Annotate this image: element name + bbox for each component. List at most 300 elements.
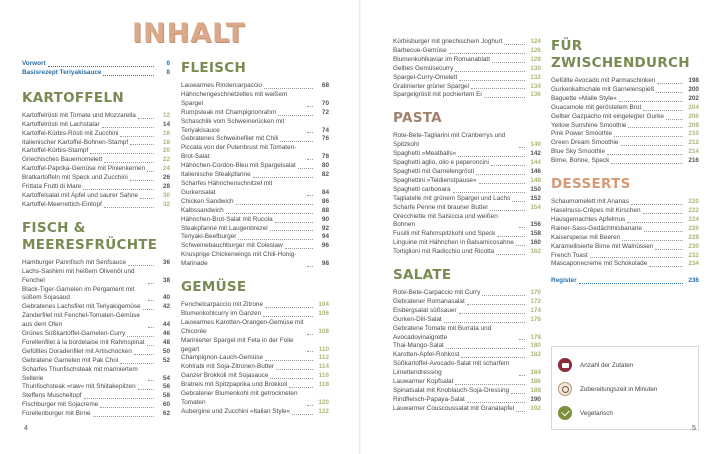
- toc-entry-title: Rote-Bete-Tagliarini mit Cranberrys und Spitzkohl: [393, 132, 506, 149]
- toc-entry-page: 162: [530, 248, 541, 256]
- toc-entry[interactable]: [181, 82, 329, 91]
- toc-entry-page: 74: [321, 126, 329, 134]
- toc-entry[interactable]: [551, 260, 699, 269]
- toc-entry[interactable]: [551, 216, 699, 225]
- toc-entry-title: Schaschlik vom Schweinerücken mit Teriyakisauce: [181, 117, 285, 134]
- dot-leader: [127, 336, 154, 337]
- dot-leader: [628, 127, 683, 128]
- dot-leader: [285, 248, 313, 249]
- toc-entry-title: Linguine mit Hähnchen in Balsamicosahne: [393, 239, 514, 247]
- dot-leader: [276, 369, 313, 370]
- toc-entry-title: Thai-Mango-Salat: [393, 342, 444, 350]
- toc-entry[interactable]: [181, 144, 329, 162]
- toc-entry[interactable]: [181, 381, 329, 390]
- toc-entry[interactable]: [22, 366, 170, 384]
- toc-entry[interactable]: [551, 86, 699, 95]
- pasta-list: [393, 132, 541, 257]
- dot-leader: [104, 162, 154, 163]
- toc-entry-page: 192: [530, 404, 541, 412]
- dot-leader: [516, 411, 525, 412]
- dot-leader: [307, 334, 313, 335]
- toc-entry[interactable]: [181, 198, 329, 207]
- toc-entry-page: 50: [162, 347, 170, 355]
- toc-entry-title: Frittata Frutti di Mare: [22, 183, 82, 191]
- dot-leader: [120, 363, 154, 364]
- toc-entry[interactable]: [22, 330, 170, 339]
- toc-entry[interactable]: [181, 162, 329, 171]
- toc-entry[interactable]: [22, 147, 170, 156]
- toc-entry[interactable]: [393, 150, 541, 159]
- dot-leader: [611, 163, 683, 164]
- toc-entry[interactable]: [551, 252, 699, 261]
- dot-leader: [484, 97, 525, 98]
- page-number-left: 4: [24, 425, 28, 432]
- toc-entry-page: 174: [530, 306, 541, 314]
- toc-entry-page: 24: [162, 165, 170, 173]
- toc-entry-page: 204: [688, 103, 699, 111]
- toc-entry[interactable]: [393, 132, 541, 150]
- toc-entry-page: 52: [162, 356, 170, 364]
- toc-entry-title: Lachs-Sashimi mit heißem Olivenöl und Fenchel: [22, 267, 135, 284]
- toc-entry[interactable]: [22, 69, 170, 78]
- legend-box: [551, 346, 699, 430]
- toc-entry-page: 118: [318, 381, 329, 389]
- toc-entry-page: 104: [318, 301, 329, 309]
- dot-leader: [102, 127, 154, 128]
- legend-row-time: [558, 377, 692, 401]
- page-number-right: 5: [692, 425, 696, 432]
- toc-entry-page: 30: [162, 191, 170, 199]
- toc-entry[interactable]: [393, 307, 541, 316]
- fleisch-list: [181, 82, 329, 269]
- toc-entry-title: Vorwort: [22, 60, 46, 67]
- clock-icon: [558, 382, 572, 396]
- toc-entry-title: Gebratene Tomate mit Burrata und Avocadovinaigrette: [393, 324, 492, 341]
- toc-entry-page: 200: [688, 85, 699, 93]
- toc-entry-title: Gebratene Garnelen mit Pak Choi: [22, 356, 119, 364]
- toc-entry-title: Black-Tiger-Garnelen im Pergament mit süßem Sojasaud: [22, 285, 135, 302]
- toc-entry[interactable]: [22, 174, 170, 183]
- toc-entry-page: 132: [530, 73, 541, 81]
- section-title-kartoffeln: KARTOFFELN: [22, 89, 124, 106]
- toc-entry-page: 48: [162, 338, 170, 346]
- section-title-fleisch: FLEISCH: [181, 60, 247, 76]
- toc-entry-page: 98: [321, 260, 329, 268]
- toc-entry[interactable]: [22, 165, 170, 174]
- toc-entry[interactable]: [393, 298, 541, 307]
- toc-entry-page: 62: [162, 410, 170, 418]
- toc-entry-page: 106: [318, 309, 329, 317]
- vegetarian-icon: [558, 406, 572, 420]
- toc-entry-title: Kohlrabi mit Soja-Zitronen-Butter: [181, 363, 275, 371]
- toc-entry[interactable]: [551, 243, 699, 252]
- toc-entry[interactable]: [393, 230, 541, 239]
- toc-entry-page: 78: [321, 153, 329, 161]
- toc-entry[interactable]: [551, 207, 699, 216]
- toc-entry-page: 140: [530, 141, 541, 149]
- toc-entry[interactable]: [393, 186, 541, 195]
- toc-entry-title: Gurkenkaltschale mit Garnelenspieß: [551, 85, 655, 93]
- toc-entry[interactable]: [551, 77, 699, 86]
- dot-leader: [100, 407, 154, 408]
- dot-leader: [83, 189, 154, 190]
- dot-leader: [226, 213, 313, 214]
- toc-entry-page: 142: [530, 150, 541, 158]
- toc-entry[interactable]: [393, 74, 541, 83]
- toc-entry[interactable]: [22, 357, 170, 366]
- toc-entry-page: 42: [162, 303, 170, 311]
- toc-entry[interactable]: [393, 177, 541, 186]
- toc-entry[interactable]: [181, 310, 329, 319]
- toc-entry[interactable]: [22, 339, 170, 348]
- toc-entry-page: 120: [318, 399, 329, 406]
- dot-leader: [455, 384, 525, 385]
- register-link[interactable]: [551, 277, 699, 286]
- toc-entry[interactable]: [551, 122, 699, 131]
- dot-leader: [130, 180, 154, 181]
- toc-entry[interactable]: [181, 225, 329, 234]
- toc-entry[interactable]: [551, 157, 699, 166]
- toc-entry-title: Aubergine und Zucchini »Italian Style«: [181, 407, 291, 415]
- toc-entry-title: Eisbergsalat süßsauer: [393, 306, 457, 314]
- toc-entry-title: Grünes Süßkartoffel-Garnelen-Curry: [22, 330, 126, 338]
- toc-entry[interactable]: [393, 213, 541, 231]
- dot-leader: [264, 88, 313, 89]
- toc-entry[interactable]: [22, 392, 170, 401]
- toc-entry-page: 86: [321, 197, 329, 205]
- dot-leader: [459, 313, 525, 314]
- dot-leader: [666, 119, 683, 120]
- dot-leader: [492, 62, 525, 63]
- toc-entry[interactable]: [551, 104, 699, 113]
- toc-entry-page: 46: [162, 330, 170, 338]
- dot-leader: [631, 204, 683, 205]
- toc-entry[interactable]: [22, 192, 170, 201]
- toc-entry-page: 188: [530, 387, 541, 394]
- dot-leader: [644, 231, 683, 232]
- toc-entry-page: 26: [162, 174, 170, 182]
- toc-entry-title: Italienischer Kartoffel-Bohnen-Stampf: [22, 138, 129, 146]
- desserts-list: [551, 198, 699, 269]
- toc-entry[interactable]: [551, 234, 699, 243]
- toc-entry[interactable]: [393, 342, 541, 351]
- toc-entry[interactable]: [393, 360, 541, 378]
- toc-entry-page: 44: [162, 321, 170, 329]
- toc-entry[interactable]: [181, 118, 329, 136]
- dot-leader: [147, 345, 154, 346]
- toc-entry[interactable]: [393, 378, 541, 387]
- toc-entry-title: Hamburger Pannfisch mit Senfsauce: [22, 258, 127, 266]
- toc-entry[interactable]: [22, 383, 170, 392]
- toc-entry-title: Hausgemachtes Apfelmus: [551, 215, 626, 223]
- toc-entry-page: 224: [688, 215, 699, 223]
- toc-entry[interactable]: [393, 239, 541, 248]
- toc-entry-page: 170: [530, 289, 541, 297]
- toc-entry-title: Haselnuss-Crêpes mit Kirschen: [551, 206, 641, 214]
- toc-entry-title: Kartoffel-Meerrettich-Eintopf: [22, 200, 102, 208]
- dot-leader: [590, 257, 683, 258]
- toc-entry[interactable]: [181, 242, 329, 251]
- toc-entry[interactable]: [22, 130, 170, 139]
- toc-entry-title: Mascaponecreme mit Schokolade: [551, 260, 648, 268]
- toc-entry-page: 16: [162, 129, 170, 137]
- toc-entry[interactable]: [393, 316, 541, 325]
- toc-entry[interactable]: [181, 372, 329, 381]
- toc-entry[interactable]: [393, 325, 541, 343]
- register-entry: [551, 277, 699, 286]
- kartoffeln-list: [22, 112, 170, 210]
- dot-leader: [134, 354, 154, 355]
- toc-entry-title: French Toast: [551, 251, 588, 259]
- toc-entry[interactable]: [181, 354, 329, 363]
- toc-entry-page: 198: [688, 77, 699, 84]
- toc-entry-title: Kartoffelsalat mit Apfel und saurer Sahne: [22, 191, 139, 199]
- toc-entry[interactable]: [181, 337, 329, 355]
- toc-entry[interactable]: [393, 47, 541, 56]
- toc-entry[interactable]: [22, 286, 170, 304]
- dot-leader: [148, 327, 154, 328]
- toc-entry[interactable]: [22, 60, 170, 69]
- toc-entry-title: Steffens Muscheltopf: [22, 392, 82, 400]
- toc-entry[interactable]: [393, 351, 541, 360]
- toc-entry-title: Ganzer Brokkoli mit Sojasauce: [181, 372, 269, 380]
- dot-leader: [519, 375, 525, 376]
- dot-leader: [467, 304, 525, 305]
- toc-entry[interactable]: [22, 139, 170, 148]
- toc-entry-title: Rote-Bete-Carpaccio mit Curry: [393, 289, 481, 297]
- toc-entry-page: 126: [530, 46, 541, 54]
- toc-entry-title: Chicken Sandwich: [181, 197, 234, 205]
- toc-entry-page: 58: [162, 392, 170, 400]
- toc-entry-page: 230: [688, 242, 699, 250]
- toc-entry[interactable]: [22, 112, 170, 121]
- dot-leader: [307, 132, 313, 133]
- toc-entry-page: 206: [688, 112, 699, 120]
- people-icon: [558, 358, 572, 372]
- toc-entry[interactable]: [393, 248, 541, 257]
- gemuese-list: [181, 301, 329, 417]
- toc-entry-page: 184: [530, 369, 541, 377]
- dot-leader: [84, 398, 154, 399]
- toc-entry[interactable]: [22, 410, 170, 419]
- toc-entry[interactable]: [22, 303, 170, 312]
- toc-entry-title: Gratinierter grüner Spargel: [393, 82, 470, 90]
- toc-entry[interactable]: [181, 135, 329, 144]
- toc-entry[interactable]: [181, 171, 329, 180]
- toc-entry-page: 134: [530, 82, 541, 90]
- toc-entry[interactable]: [22, 268, 170, 286]
- dot-leader: [619, 101, 683, 102]
- toc-entry-page: 146: [530, 167, 541, 175]
- section-title-salate: SALATE: [393, 267, 452, 284]
- toc-entry-page: 150: [530, 185, 541, 193]
- toc-entry[interactable]: [181, 363, 329, 372]
- toc-entry[interactable]: [551, 95, 699, 104]
- dot-leader: [128, 265, 154, 266]
- dot-leader: [449, 53, 525, 54]
- toc-entry[interactable]: [22, 183, 170, 192]
- dot-leader: [655, 249, 683, 250]
- dot-leader: [643, 110, 683, 111]
- toc-entry-page: 154: [530, 203, 541, 211]
- dot-leader: [444, 322, 525, 323]
- toc-entry-page: 122: [318, 407, 329, 415]
- toc-entry-title: Kartoffelrösti mit Lachstatar: [22, 120, 100, 128]
- toc-entry-title: Gebratener Romanasalat: [393, 297, 465, 305]
- dot-leader: [512, 201, 525, 202]
- toc-entry[interactable]: [393, 405, 541, 414]
- toc-entry-title: Scharfes Thunfischsteak mit mariniertem Sellerie: [22, 365, 138, 382]
- toc-entry-title: Zanderfilet mit Fenchel-Tomaten-Gemüse aus dem Ofen: [22, 312, 140, 329]
- toc-entry-title: Baguette »Malle Style«: [551, 94, 617, 102]
- toc-entry-page: 110: [318, 345, 329, 353]
- toc-entry[interactable]: [181, 91, 329, 109]
- toc-entry[interactable]: [393, 91, 541, 100]
- toc-entry-title: Basisrezept Teriyakisauce: [22, 68, 102, 76]
- toc-entry[interactable]: [181, 207, 329, 216]
- toc-entry-title: Rindfleisch-Papaya-Salat: [393, 395, 465, 403]
- toc-entry-title: Hähnchen-Cordon-Bleu mit Spargelsalat: [181, 162, 296, 170]
- toc-entry[interactable]: [181, 233, 329, 242]
- toc-entry[interactable]: [393, 83, 541, 92]
- toc-entry-page: 216: [688, 157, 699, 165]
- toc-entry[interactable]: [551, 148, 699, 157]
- toc-entry[interactable]: [181, 109, 329, 118]
- toc-entry[interactable]: [22, 156, 170, 165]
- dot-leader: [130, 144, 154, 145]
- toc-entry[interactable]: [22, 201, 170, 210]
- toc-entry-title: Kürbisburger mit griechischem Joghurt: [393, 38, 503, 45]
- toc-entry[interactable]: [181, 408, 329, 417]
- dot-leader: [459, 80, 525, 81]
- dot-leader: [479, 183, 526, 184]
- dot-leader: [579, 283, 683, 284]
- toc-entry-page: 8: [166, 68, 170, 76]
- salate-list: [393, 289, 541, 414]
- toc-entry-page: 144: [530, 159, 541, 167]
- toc-entry-title: Griechisches Bauernomelett: [22, 156, 103, 164]
- toc-entry[interactable]: [181, 319, 329, 337]
- toc-entry-page: 152: [530, 194, 541, 202]
- toc-entry[interactable]: [551, 130, 699, 139]
- toc-entry-page: 178: [530, 333, 541, 341]
- toc-entry[interactable]: [393, 38, 541, 47]
- toc-entry-page: 208: [688, 121, 699, 129]
- toc-entry-page: 130: [530, 64, 541, 72]
- toc-entry[interactable]: [393, 56, 541, 65]
- toc-entry-title: Blumenkohlcurry im Ganzen: [181, 309, 262, 317]
- toc-entry[interactable]: [22, 121, 170, 130]
- dot-leader: [236, 204, 313, 205]
- toc-entry-title: Rumpsteak mit Champignonrahm: [181, 108, 277, 116]
- section-title-zwischendurch: FÜR ZWISCHENDURCH: [551, 38, 690, 71]
- toc-entry-page: 158: [530, 230, 541, 238]
- toc-entry-page: 70: [321, 99, 329, 107]
- toc-entry[interactable]: [393, 65, 541, 74]
- toc-entry[interactable]: [181, 301, 329, 310]
- dot-leader: [467, 402, 525, 403]
- toc-entry-page: 128: [530, 55, 541, 63]
- toc-entry-title: Hähnchengeschnetzeltes mit weißem Spargel: [181, 90, 288, 107]
- toc-entry-page: 84: [321, 188, 329, 196]
- dot-leader: [656, 92, 683, 93]
- dot-leader: [143, 309, 154, 310]
- toc-entry-page: 28: [162, 183, 170, 191]
- dot-leader: [461, 357, 525, 358]
- toc-entry[interactable]: [393, 204, 541, 213]
- toc-entry[interactable]: [551, 139, 699, 148]
- toc-entry-title: Spargelgröstl mit pochiertem Ei: [393, 91, 482, 99]
- toc-entry[interactable]: [22, 401, 170, 410]
- toc-entry-title: Tagliatelle mit grünem Spargel und Lachs: [393, 194, 511, 202]
- toc-entry-title: Spargel-Curry-Omelett: [393, 73, 458, 81]
- toc-entry-page: 92: [321, 224, 329, 232]
- toc-entry-page: 212: [688, 139, 699, 147]
- legend-label: Zubereitungszeit in Minuten: [580, 385, 658, 393]
- toc-entry[interactable]: [393, 195, 541, 204]
- toc-entry[interactable]: [22, 348, 170, 357]
- toc-entry[interactable]: [393, 396, 541, 405]
- toc-entry-title: Schaumomelett mit Ananas: [551, 198, 629, 206]
- toc-entry-title: Spaghetti aglio, olio e peperoncini: [393, 159, 489, 167]
- toc-entry-page: 60: [162, 401, 170, 409]
- toc-entry[interactable]: [181, 390, 329, 408]
- toc-entry[interactable]: [551, 198, 699, 207]
- column-1: [22, 60, 170, 419]
- toc-entry-title: Rainer-Sass-Gedächtnisbanane: [551, 224, 642, 232]
- dot-leader: [275, 222, 313, 223]
- toc-entry[interactable]: [181, 251, 329, 269]
- toc-entry-page: 114: [318, 363, 329, 371]
- dot-leader: [491, 165, 525, 166]
- toc-entry-page: 172: [530, 297, 541, 305]
- toc-entry[interactable]: [393, 289, 541, 298]
- toc-entry[interactable]: [393, 168, 541, 177]
- section-title-fisch: FISCH & MEERESFRÜCHTE: [22, 219, 158, 253]
- dot-leader: [148, 300, 154, 301]
- toc-entry-page: 190: [530, 395, 541, 403]
- toc-entry-title: Lauwarmes Karotten-Orangen-Gemüse mit Chicorée: [181, 318, 304, 335]
- dot-leader: [307, 159, 313, 160]
- toc-entry-title: Italienische Steakpfanne: [181, 171, 251, 179]
- toc-entry-title: Karotten-Apfel-Rohkost: [393, 351, 460, 359]
- section-title-pasta: PASTA: [393, 110, 442, 127]
- toc-entry[interactable]: [181, 180, 329, 198]
- toc-entry[interactable]: [551, 113, 699, 122]
- toc-entry-page: 116: [318, 372, 329, 380]
- toc-entry-title: Kartoffel-Kürbis-Rösti mit Zucchini: [22, 129, 119, 137]
- toc-entry-title: Fischburger mit Sojacreme: [22, 401, 99, 409]
- toc-entry-page: 186: [530, 378, 541, 386]
- dot-leader: [270, 378, 313, 379]
- toc-entry[interactable]: [393, 387, 541, 396]
- toc-entry[interactable]: [181, 216, 329, 225]
- toc-entry-title: Spaghetti carbonara: [393, 185, 451, 193]
- toc-entry[interactable]: [22, 312, 170, 330]
- dot-leader: [289, 387, 313, 388]
- toc-entry-title: Bratreis mit Spitzpaprika und Brokkoli: [181, 381, 288, 389]
- dot-leader: [265, 307, 313, 308]
- toc-entry-title: Kartoffelrösti mit Tomate und Mozzarella: [22, 111, 136, 119]
- dot-leader: [519, 339, 525, 340]
- toc-entry-page: 56: [162, 383, 170, 391]
- toc-entry-page: 36: [162, 258, 170, 266]
- toc-entry[interactable]: [22, 259, 170, 268]
- toc-entry[interactable]: [551, 225, 699, 234]
- toc-entry-title: Gefülltes Doradenfilet mit Artischocken: [22, 347, 132, 355]
- toc-entry[interactable]: [393, 159, 541, 168]
- page-gutter: [359, 0, 361, 454]
